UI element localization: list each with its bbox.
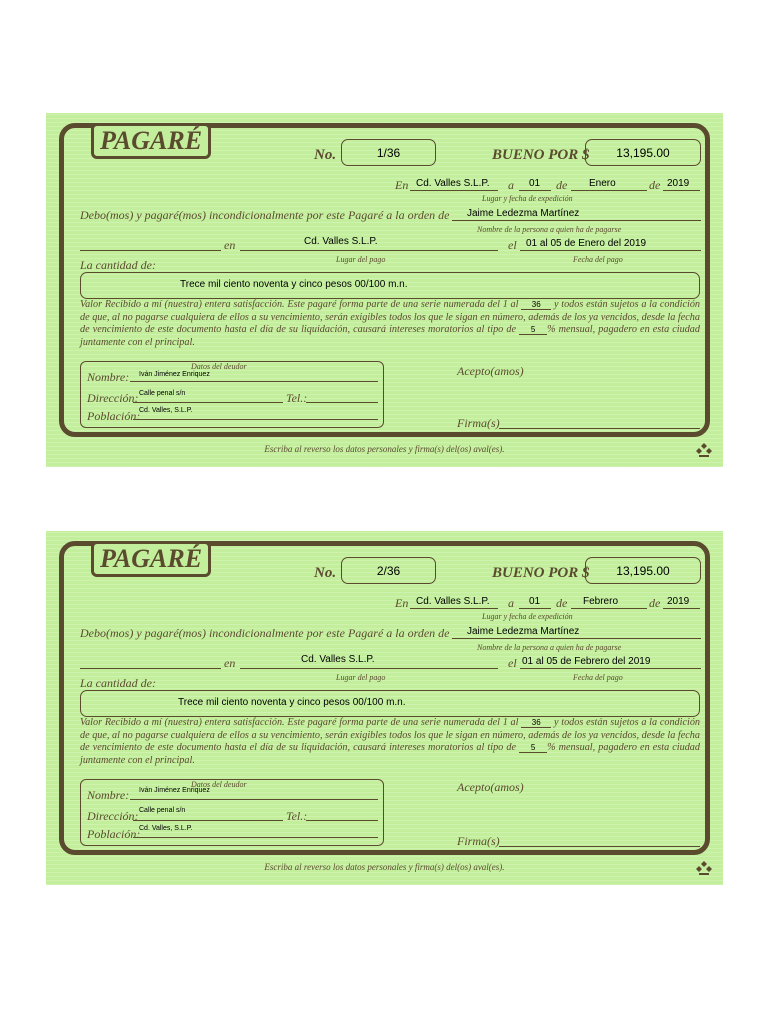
en-label: en bbox=[224, 656, 236, 670]
de-label: de bbox=[556, 178, 568, 192]
footer-note: Escriba al reverso los datos personales y firma(s) del(os) aval(es). bbox=[264, 444, 505, 454]
printer-mark-icon bbox=[696, 860, 712, 876]
number-label: No. bbox=[314, 565, 337, 581]
lugar-fecha-caption: Lugar y fecha de expedición bbox=[482, 612, 573, 621]
firma-label: Firma(s) bbox=[457, 416, 500, 430]
payment-place-line bbox=[240, 250, 498, 251]
number-value: 2/36 bbox=[376, 563, 401, 578]
legal-text-2: y todos están sujetos a la condición de que, al no pagarse cualquiera de ellos a su vencimiento, serán exigibles todos los que le sigan en número, además de los ya vencidos, desde la fecha de vencimiento de este documento hasta el día de su liquidación, causará intereses moratorios al tipo de bbox=[80, 717, 701, 753]
direccion-label: Dirección: bbox=[87, 809, 139, 823]
poblacion-label: Población: bbox=[87, 827, 141, 841]
legal-text-3: % mensual, pagadero en esta ciudad juntamente con el principal. bbox=[80, 324, 700, 348]
en-label: En bbox=[395, 596, 409, 610]
amount-words-value: Trece mil ciento noventa y cinco pesos 00/100 m.n. bbox=[178, 697, 406, 708]
debtor-name-value[interactable]: Iván Jiménez Enriquez bbox=[139, 371, 210, 378]
place-line bbox=[410, 190, 498, 191]
fecha-pago-caption: Fecha del pago bbox=[573, 255, 623, 264]
en-label: En bbox=[395, 178, 409, 192]
pagare-note-2 bbox=[46, 531, 723, 885]
lugar-fecha-caption: Lugar y fecha de expedición bbox=[482, 194, 573, 203]
debtor-town-line bbox=[133, 837, 378, 838]
amount-value: 13,195.00 bbox=[616, 563, 670, 578]
place-line bbox=[410, 608, 498, 609]
amount-field[interactable] bbox=[585, 557, 701, 584]
acepto-label: Acepto(amos) bbox=[457, 780, 524, 794]
blank-line bbox=[80, 250, 221, 251]
amount-words-field[interactable] bbox=[80, 690, 700, 717]
signature-line[interactable] bbox=[499, 846, 700, 847]
de-label: de bbox=[649, 178, 661, 192]
tel-line[interactable] bbox=[306, 402, 378, 403]
debtor-name-value[interactable]: Iván Jiménez Enriquez bbox=[139, 787, 210, 794]
debtor-address-line bbox=[133, 402, 283, 403]
legal-text-1: Valor Recibido a mí (nuestra) entera satisfacción. Este pagaré forma parte de una serie numerada del 1 al bbox=[80, 299, 519, 310]
debtor-town-value[interactable]: Cd. Valles, S.L.P. bbox=[139, 407, 193, 414]
number-label: No. bbox=[314, 147, 337, 163]
number-field[interactable] bbox=[341, 557, 436, 584]
a-label: a bbox=[508, 596, 514, 610]
day-line bbox=[519, 190, 551, 191]
interest-rate-value[interactable]: 5 bbox=[519, 325, 547, 335]
printer-mark-icon bbox=[696, 442, 712, 458]
footer-note: Escriba al reverso los datos personales y firma(s) del(os) aval(es). bbox=[264, 862, 505, 872]
debtor-name-line bbox=[130, 381, 378, 382]
number-field[interactable] bbox=[341, 139, 436, 166]
day-value[interactable]: 01 bbox=[529, 596, 541, 607]
series-total-value[interactable]: 36 bbox=[521, 300, 551, 310]
nombre-label: Nombre: bbox=[87, 788, 130, 802]
note-title: PAGARÉ bbox=[91, 123, 211, 159]
poblacion-label: Población: bbox=[87, 409, 141, 423]
payee-value[interactable]: Jaime Ledezma Martínez bbox=[467, 626, 580, 637]
debtor-address-value[interactable]: Calle penal s/n bbox=[139, 807, 186, 814]
month-value[interactable]: Febrero bbox=[583, 596, 619, 607]
firma-label: Firma(s) bbox=[457, 834, 500, 848]
month-line bbox=[571, 190, 647, 191]
tel-label: Tel.: bbox=[286, 391, 308, 405]
direccion-label: Dirección: bbox=[87, 391, 139, 405]
tel-line[interactable] bbox=[306, 820, 378, 821]
note-title: PAGARÉ bbox=[91, 541, 211, 577]
month-value[interactable]: Enero bbox=[589, 178, 616, 189]
debtor-name-line bbox=[130, 799, 378, 800]
year-value[interactable]: 2019 bbox=[667, 178, 690, 189]
nombre-label: Nombre: bbox=[87, 370, 130, 384]
payment-place-value[interactable]: Cd. Valles S.L.P. bbox=[301, 654, 375, 665]
interest-rate-value[interactable]: 5 bbox=[519, 743, 547, 753]
signature-line[interactable] bbox=[499, 428, 700, 429]
de-label: de bbox=[556, 596, 568, 610]
place-value[interactable]: Cd. Valles S.L.P. bbox=[416, 596, 490, 607]
debo-label: Debo(mos) y pagaré(mos) incondicionalmente por este Pagaré a la orden de bbox=[80, 626, 450, 640]
series-total-value[interactable]: 36 bbox=[521, 718, 551, 728]
datos-deudor-caption: Datos del deudor bbox=[191, 362, 247, 371]
amount-words-field[interactable] bbox=[80, 272, 700, 299]
fecha-pago-caption: Fecha del pago bbox=[573, 673, 623, 682]
debtor-town-line bbox=[133, 419, 378, 420]
payee-line bbox=[452, 220, 701, 221]
place-value[interactable]: Cd. Valles S.L.P. bbox=[416, 178, 490, 189]
acepto-label: Acepto(amos) bbox=[457, 364, 524, 378]
a-label: a bbox=[508, 178, 514, 192]
de-label: de bbox=[649, 596, 661, 610]
payment-date-value[interactable]: 01 al 05 de Febrero del 2019 bbox=[522, 656, 651, 667]
legal-text bbox=[80, 717, 700, 767]
legal-text-1: Valor Recibido a mí (nuestra) entera satisfacción. Este pagaré forma parte de una serie numerada del 1 al bbox=[80, 717, 519, 728]
lugar-pago-caption: Lugar del pago bbox=[336, 255, 386, 264]
cantidad-label: La cantidad de: bbox=[80, 258, 156, 272]
payment-date-line bbox=[520, 668, 701, 669]
year-line bbox=[663, 608, 700, 609]
amount-value: 13,195.00 bbox=[616, 145, 670, 160]
number-value: 1/36 bbox=[376, 145, 401, 160]
month-line bbox=[571, 608, 647, 609]
debo-label: Debo(mos) y pagaré(mos) incondicionalmente por este Pagaré a la orden de bbox=[80, 208, 450, 222]
cantidad-label: La cantidad de: bbox=[80, 676, 156, 690]
el-label: el bbox=[508, 656, 517, 670]
amount-words-value: Trece mil ciento noventa y cinco pesos 00/100 m.n. bbox=[180, 279, 408, 290]
datos-deudor-caption: Datos del deudor bbox=[191, 780, 247, 789]
tel-label: Tel.: bbox=[286, 809, 308, 823]
legal-text-3: % mensual, pagadero en esta ciudad juntamente con el principal. bbox=[80, 742, 700, 766]
bueno-por-label: BUENO POR $ bbox=[492, 147, 590, 163]
debtor-address-line bbox=[133, 820, 283, 821]
en-label: en bbox=[224, 238, 236, 252]
legal-text bbox=[80, 299, 700, 349]
debtor-town-value[interactable]: Cd. Valles, S.L.P. bbox=[139, 825, 193, 832]
pagare-note-1 bbox=[46, 113, 723, 467]
lugar-pago-caption: Lugar del pago bbox=[336, 673, 386, 682]
blank-line bbox=[80, 668, 221, 669]
payment-date-line bbox=[520, 250, 701, 251]
nombre-persona-caption: Nombre de la persona a quien ha de pagarse bbox=[477, 225, 622, 234]
el-label: el bbox=[508, 238, 517, 252]
year-value[interactable]: 2019 bbox=[667, 596, 690, 607]
payment-date-value[interactable]: 01 al 05 de Enero del 2019 bbox=[526, 238, 647, 249]
year-line bbox=[663, 190, 700, 191]
nombre-persona-caption: Nombre de la persona a quien ha de pagarse bbox=[477, 643, 622, 652]
payee-line bbox=[452, 638, 701, 639]
day-line bbox=[519, 608, 551, 609]
payee-value[interactable]: Jaime Ledezma Martínez bbox=[467, 208, 580, 219]
bueno-por-label: BUENO POR $ bbox=[492, 565, 590, 581]
debtor-address-value[interactable]: Calle penal s/n bbox=[139, 390, 186, 397]
payment-place-value[interactable]: Cd. Valles S.L.P. bbox=[304, 236, 378, 247]
payment-place-line bbox=[240, 668, 498, 669]
legal-text-2: y todos están sujetos a la condición de que, al no pagarse cualquiera de ellos a su vencimiento, serán exigibles todos los que le sigan en número, además de los ya vencidos, desde la fecha de vencimiento de este documento hasta el día de su liquidación, causará intereses moratorios al tipo de bbox=[80, 299, 701, 335]
amount-field[interactable] bbox=[585, 139, 701, 166]
day-value[interactable]: 01 bbox=[529, 178, 541, 189]
